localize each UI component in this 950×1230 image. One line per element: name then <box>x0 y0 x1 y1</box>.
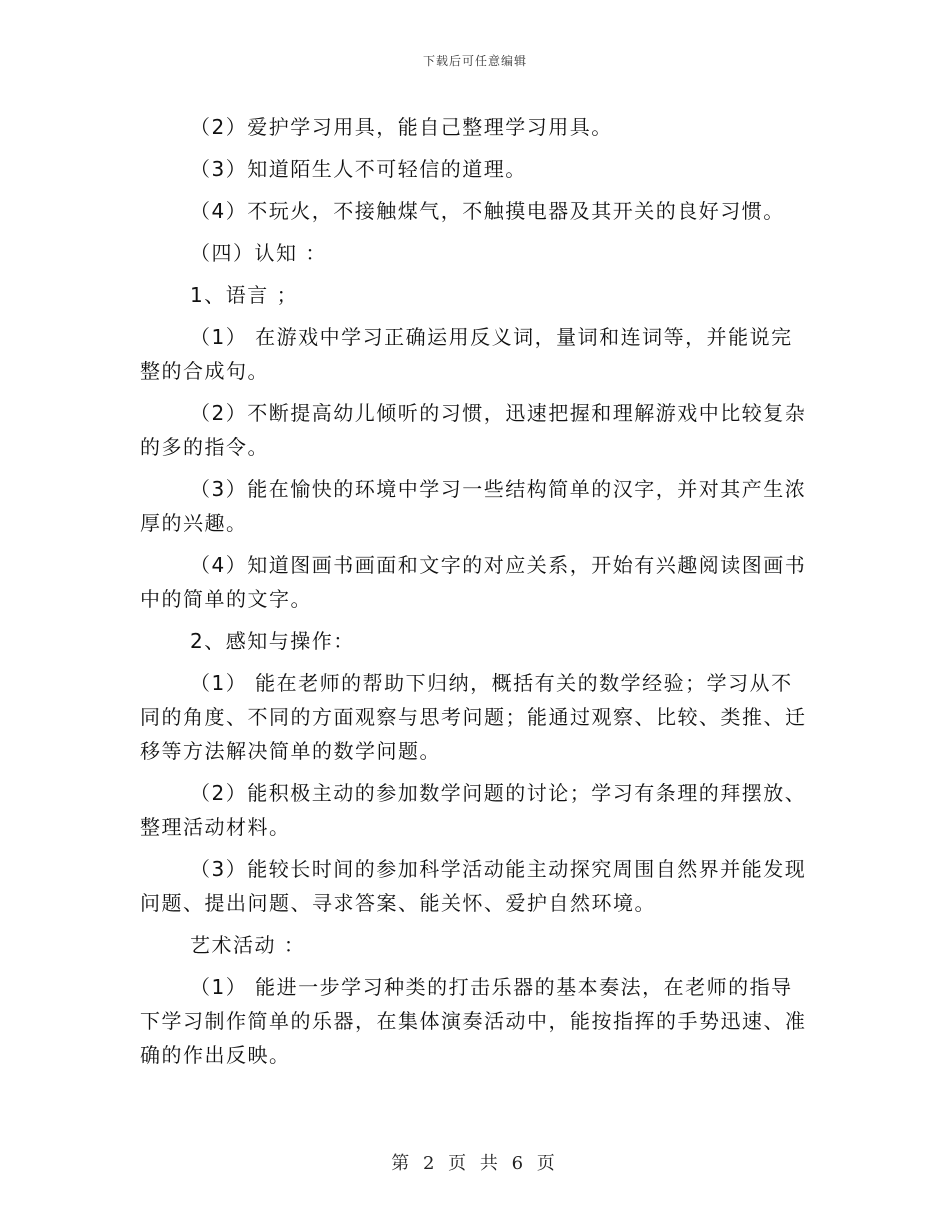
paragraph: （1） 能进一步学习种类的打击乐器的基本奏法，在老师的指导下学习制作简单的乐器，在集体演奏活动中，能按指挥的手势迅速、准确的作出反映。 <box>140 975 807 1067</box>
page-header: 下载后可任意编辑 <box>422 54 527 68</box>
paragraph: （1） 在游戏中学习正确运用反义词，量词和连词等，并能说完整的合成句。 <box>140 325 793 383</box>
subsection-heading: 2、感知与操作： <box>190 629 355 653</box>
paragraph: （3）能较长时间的参加科学活动能主动探究周围自然界并能发现问题、提出问题、寻求答案、能关怀、爱护自然环境。 <box>140 857 807 915</box>
paragraph: （4）知道图画书画面和文字的对应关系，开始有兴趣阅读图画书中的简单的文字。 <box>140 553 807 611</box>
paragraph: （3）知道陌生人不可轻信的道理。 <box>190 157 527 181</box>
paragraph: （2）能积极主动的参加数学问题的讨论；学习有条理的拜摆放、整理活动材料。 <box>140 781 807 839</box>
paragraph: （3）能在愉快的环境中学习一些结构简单的汉字，并对其产生浓厚的兴趣。 <box>140 477 807 535</box>
paragraph: （2）不断提高幼儿倾听的习惯，迅速把握和理解游戏中比较复杂的多的指令。 <box>140 401 807 459</box>
subsection-heading: 艺术活动 ： <box>190 933 306 957</box>
document-body <box>140 110 812 1080</box>
paragraph: （2）爱护学习用具，能自己整理学习用具。 <box>190 115 613 139</box>
page-number: 第 2 页 共 6 页 <box>391 1153 559 1174</box>
paragraph: （1） 能在老师的帮助下归纳，概括有关的数学经验；学习从不同的角度、不同的方面观察与思考问题；能通过观察、比较、类推、迁移等方法解决简单的数学问题。 <box>140 671 807 763</box>
paragraph: （4）不玩火，不接触煤气，不触摸电器及其开关的良好习惯。 <box>190 199 785 223</box>
subsection-heading: 1、语言 ； <box>190 283 299 307</box>
section-heading: （四）认知 ： <box>190 241 327 265</box>
